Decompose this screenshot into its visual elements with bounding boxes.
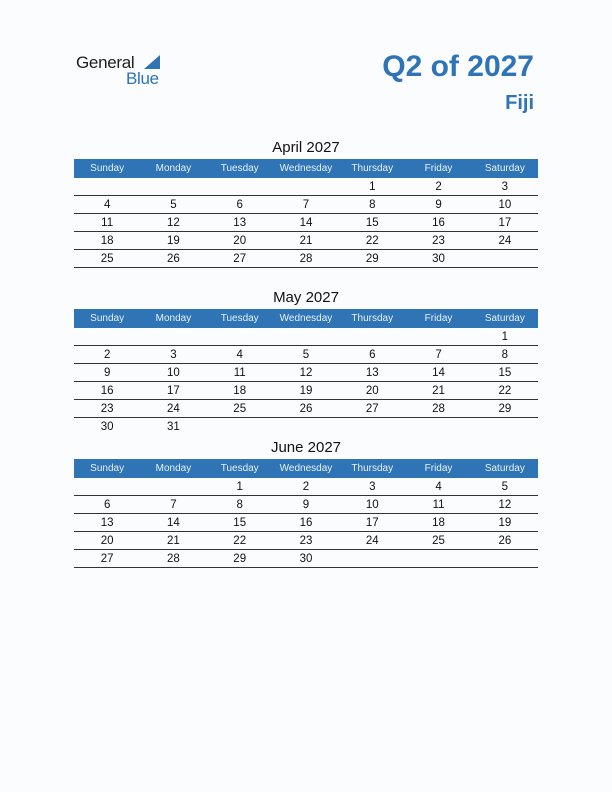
weekday-header: Thursday xyxy=(339,159,405,178)
week-row xyxy=(74,478,538,496)
day-cell: 12 xyxy=(140,214,206,232)
day-cell: 5 xyxy=(472,478,538,496)
day-cell: 5 xyxy=(140,196,206,214)
week-row xyxy=(74,382,538,400)
day-cell: 7 xyxy=(140,496,206,514)
day-cell: 22 xyxy=(207,532,273,550)
day-cell: 1 xyxy=(472,328,538,346)
day-cell: 8 xyxy=(207,496,273,514)
day-cell: 12 xyxy=(273,364,339,382)
weekday-header: Tuesday xyxy=(207,309,273,328)
day-cell: 20 xyxy=(74,532,140,550)
month-title: May 2027 xyxy=(273,289,339,306)
weekday-header: Wednesday xyxy=(273,309,339,328)
day-cell: 20 xyxy=(207,232,273,250)
day-cell: 19 xyxy=(140,232,206,250)
weekday-header: Monday xyxy=(140,309,206,328)
weekday-header: Thursday xyxy=(339,459,405,478)
month-june xyxy=(74,437,538,568)
weekday-header: Sunday xyxy=(74,159,140,178)
day-cell: 8 xyxy=(472,346,538,364)
day-cell: 28 xyxy=(140,550,206,568)
day-cell: 30 xyxy=(100,420,114,433)
day-cell: 13 xyxy=(74,514,140,532)
day-cell: 4 xyxy=(74,196,140,214)
day-cell xyxy=(273,418,339,436)
day-cell: 6 xyxy=(74,496,140,514)
logo xyxy=(76,53,176,87)
day-cell: 21 xyxy=(405,382,471,400)
weekday-header: Saturday xyxy=(472,159,538,178)
day-cell: 3 xyxy=(472,178,538,196)
day-cell: 10 xyxy=(339,496,405,514)
day-cell: 1 xyxy=(339,178,405,196)
day-cell xyxy=(339,328,405,346)
day-cell: 11 xyxy=(74,214,140,232)
day-cell: 12 xyxy=(472,496,538,514)
day-cell: 23 xyxy=(273,532,339,550)
weekday-header: Friday xyxy=(405,309,471,328)
day-cell: 7 xyxy=(273,196,339,214)
day-cell: 21 xyxy=(273,232,339,250)
day-cell xyxy=(405,418,471,436)
weekday-header: Tuesday xyxy=(207,159,273,178)
day-cell: 1 xyxy=(207,478,273,496)
day-cell: 28 xyxy=(273,250,339,268)
day-cell: 18 xyxy=(207,382,273,400)
day-cell: 24 xyxy=(140,400,206,418)
day-cell: 25 xyxy=(74,250,140,268)
weekday-header: Saturday xyxy=(472,459,538,478)
day-cell xyxy=(207,418,273,436)
page-title: Q2 of 2027 xyxy=(382,50,534,83)
day-cell xyxy=(405,550,471,568)
day-cell xyxy=(74,328,140,346)
day-cell: 27 xyxy=(74,550,140,568)
day-cell: 25 xyxy=(207,400,273,418)
weekday-header: Sunday xyxy=(74,459,140,478)
day-cell xyxy=(74,178,140,196)
day-cell: 6 xyxy=(339,346,405,364)
day-cell: 27 xyxy=(207,250,273,268)
weekday-header: Wednesday xyxy=(273,459,339,478)
day-cell: 2 xyxy=(74,346,140,364)
day-cell: 30 xyxy=(273,550,339,568)
day-cell xyxy=(273,178,339,196)
weekday-header: Friday xyxy=(405,459,471,478)
week-row xyxy=(74,328,538,346)
day-cell: 28 xyxy=(405,400,471,418)
logo-general-text: General xyxy=(76,53,135,72)
day-cell xyxy=(74,478,140,496)
weekday-header-row xyxy=(74,459,538,478)
calendar-table xyxy=(74,459,538,568)
day-cell xyxy=(207,328,273,346)
day-cell: 3 xyxy=(339,478,405,496)
day-cell: 14 xyxy=(405,364,471,382)
logo-triangle-icon xyxy=(144,55,160,69)
month-may xyxy=(74,287,538,435)
day-cell xyxy=(472,550,538,568)
weekday-header: Tuesday xyxy=(207,459,273,478)
day-cell: 27 xyxy=(339,400,405,418)
day-cell xyxy=(339,550,405,568)
day-cell: 30 xyxy=(405,250,471,268)
calendar-table xyxy=(74,309,538,435)
day-cell: 16 xyxy=(74,382,140,400)
day-cell: 10 xyxy=(472,196,538,214)
day-cell: 3 xyxy=(140,346,206,364)
calendar-table xyxy=(74,159,538,268)
week-row xyxy=(74,364,538,382)
day-cell: 9 xyxy=(405,196,471,214)
day-cell xyxy=(140,328,206,346)
day-cell xyxy=(339,418,405,436)
day-cell: 15 xyxy=(207,514,273,532)
day-cell: 16 xyxy=(405,214,471,232)
day-cell: 22 xyxy=(339,232,405,250)
weekday-header: Thursday xyxy=(339,309,405,328)
day-cell xyxy=(472,418,538,436)
weekday-header-row xyxy=(74,159,538,178)
weekday-header: Sunday xyxy=(74,309,140,328)
day-cell: 16 xyxy=(273,514,339,532)
week-row xyxy=(74,232,538,250)
day-cell: 4 xyxy=(207,346,273,364)
day-cell: 20 xyxy=(339,382,405,400)
weekday-header: Monday xyxy=(140,159,206,178)
day-cell: 22 xyxy=(472,382,538,400)
day-cell xyxy=(140,478,206,496)
week-row xyxy=(74,418,538,436)
day-cell: 13 xyxy=(207,214,273,232)
day-cell: 6 xyxy=(207,196,273,214)
day-cell: 19 xyxy=(472,514,538,532)
week-row xyxy=(74,514,538,532)
day-cell: 14 xyxy=(273,214,339,232)
month-april xyxy=(74,137,538,268)
month-title: June 2027 xyxy=(270,439,342,456)
day-cell: 29 xyxy=(207,550,273,568)
logo-blue-text: Blue xyxy=(126,69,159,88)
day-cell: 31 xyxy=(167,420,180,433)
week-row xyxy=(74,196,538,214)
day-cell: 24 xyxy=(472,232,538,250)
day-cell: 19 xyxy=(273,382,339,400)
day-cell xyxy=(140,178,206,196)
day-cell: 23 xyxy=(74,400,140,418)
day-cell: 29 xyxy=(472,400,538,418)
weekday-header: Wednesday xyxy=(273,159,339,178)
week-row xyxy=(74,532,538,550)
month-title: April 2027 xyxy=(272,139,340,156)
day-cell: 8 xyxy=(339,196,405,214)
day-cell: 11 xyxy=(207,364,273,382)
week-row xyxy=(74,346,538,364)
weekday-header: Monday xyxy=(140,459,206,478)
day-cell: 4 xyxy=(405,478,471,496)
day-cell: 25 xyxy=(405,532,471,550)
day-cell: 26 xyxy=(273,400,339,418)
day-cell: 15 xyxy=(339,214,405,232)
day-cell: 2 xyxy=(273,478,339,496)
day-cell: 21 xyxy=(140,532,206,550)
day-cell: 18 xyxy=(74,232,140,250)
day-cell: 2 xyxy=(405,178,471,196)
weekday-header: Friday xyxy=(405,159,471,178)
week-row xyxy=(74,178,538,196)
weekday-header-row xyxy=(74,309,538,328)
day-cell: 9 xyxy=(273,496,339,514)
day-cell: 23 xyxy=(405,232,471,250)
day-cell: 13 xyxy=(339,364,405,382)
day-cell: 5 xyxy=(273,346,339,364)
week-row xyxy=(74,250,538,268)
day-cell: 10 xyxy=(140,364,206,382)
day-cell: 7 xyxy=(405,346,471,364)
weekday-header: Saturday xyxy=(472,309,538,328)
day-cell: 17 xyxy=(472,214,538,232)
day-cell: 29 xyxy=(339,250,405,268)
day-cell: 14 xyxy=(140,514,206,532)
day-cell xyxy=(405,328,471,346)
day-cell: 11 xyxy=(405,496,471,514)
day-cell: 17 xyxy=(339,514,405,532)
day-cell xyxy=(207,178,273,196)
day-cell: 26 xyxy=(472,532,538,550)
week-row xyxy=(74,214,538,232)
week-row xyxy=(74,496,538,514)
week-row xyxy=(74,550,538,568)
week-row xyxy=(74,400,538,418)
day-cell: 15 xyxy=(472,364,538,382)
day-cell: 17 xyxy=(140,382,206,400)
day-cell: 24 xyxy=(339,532,405,550)
day-cell: 18 xyxy=(405,514,471,532)
day-cell xyxy=(273,328,339,346)
day-cell xyxy=(472,250,538,268)
country-name: Fiji xyxy=(505,92,534,114)
day-cell: 26 xyxy=(140,250,206,268)
day-cell: 9 xyxy=(74,364,140,382)
